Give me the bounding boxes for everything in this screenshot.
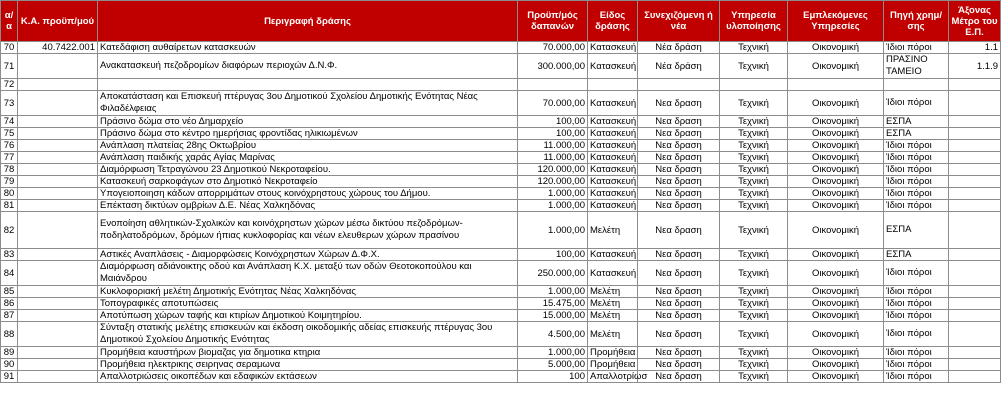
cell-col-ka xyxy=(18,152,98,164)
cell-col-source: ΕΣΠΑ xyxy=(884,212,949,249)
cell-col-service: Τεχνική xyxy=(720,42,788,54)
table-row xyxy=(1,261,1001,286)
cell-col-status: Νεα δραση xyxy=(638,164,720,176)
table-row xyxy=(1,188,1001,200)
cell-col-aa: 87 xyxy=(1,310,18,322)
cell-col-service xyxy=(720,79,788,91)
cell-col-aa: 86 xyxy=(1,298,18,310)
cell-col-axis xyxy=(949,152,1001,164)
table-row xyxy=(1,91,1001,116)
cell-col-type: Προμήθεια xyxy=(588,359,638,371)
cell-col-source: Ίδιοι πόροι xyxy=(884,359,949,371)
cell-col-source: Ίδιοι πόροι xyxy=(884,140,949,152)
cell-col-type: Κατασκευή xyxy=(588,140,638,152)
cell-col-status: Νεα δραση xyxy=(638,116,720,128)
cell-col-ka xyxy=(18,298,98,310)
cell-col-status: Νεα δραση xyxy=(638,347,720,359)
cell-col-aa: 79 xyxy=(1,176,18,188)
cell-col-involved: Οικονομική xyxy=(788,212,884,249)
cell-col-service: Τεχνική xyxy=(720,164,788,176)
cell-col-aa: 78 xyxy=(1,164,18,176)
cell-col-ka xyxy=(18,371,98,383)
cell-col-service: Τεχνική xyxy=(720,310,788,322)
cell-col-type: Κατασκευή xyxy=(588,200,638,212)
cell-col-aa: 70 xyxy=(1,42,18,54)
cell-col-status: Νεα δραση xyxy=(638,140,720,152)
cell-col-aa: 75 xyxy=(1,128,18,140)
cell-col-ka xyxy=(18,286,98,298)
cell-col-aa: 88 xyxy=(1,322,18,347)
cell-col-source: Ίδιοι πόροι xyxy=(884,91,949,116)
cell-col-axis xyxy=(949,200,1001,212)
cell-col-description: Αποκατάσταση και Επισκευή πτέρυγας 3ου Δημοτικού Σχολείου Δημοτικής Ενότητας Νέας Φιλαδέλφειας xyxy=(98,91,518,116)
cell-col-axis xyxy=(949,164,1001,176)
cell-col-ka xyxy=(18,140,98,152)
cell-col-source: Ίδιοι πόροι xyxy=(884,322,949,347)
cell-col-axis xyxy=(949,116,1001,128)
cell-col-budget: 1.000,00 xyxy=(518,200,588,212)
table-row xyxy=(1,176,1001,188)
cell-col-description: Διαμόρφωση Τετραγώνου 23 Δημοτικού Νεκροταφείου. xyxy=(98,164,518,176)
cell-col-involved: Οικονομική xyxy=(788,128,884,140)
cell-col-description: Τοπογραφικές αποτυπώσεις xyxy=(98,298,518,310)
cell-col-description: Προμήθεια καυστήρων βιομαζας για δημοτικα κτηρια xyxy=(98,347,518,359)
cell-col-type: Μελέτη xyxy=(588,286,638,298)
cell-col-description: Κατασκευή σαρκοφάγων στο Δημοτικό Νεκροταφείο xyxy=(98,176,518,188)
cell-col-axis xyxy=(949,79,1001,91)
cell-col-budget: 5.000,00 xyxy=(518,359,588,371)
cell-col-aa: 89 xyxy=(1,347,18,359)
header-col-ka: Κ.Α. προϋπ/μού xyxy=(18,1,98,42)
cell-col-aa: 82 xyxy=(1,212,18,249)
cell-col-budget: 100,00 xyxy=(518,128,588,140)
cell-col-involved: Οικονομική xyxy=(788,249,884,261)
cell-col-status: Νεα δραση xyxy=(638,249,720,261)
cell-col-budget: 250.000,00 xyxy=(518,261,588,286)
cell-col-budget: 1.000,00 xyxy=(518,347,588,359)
cell-col-involved: Οικονομική xyxy=(788,164,884,176)
table-row xyxy=(1,152,1001,164)
header-col-involved: Εμπλεκόμενες Υπηρεσίες xyxy=(788,1,884,42)
table-row xyxy=(1,212,1001,249)
header-col-status: Συνεχιζόμενη ή νέα xyxy=(638,1,720,42)
table-row xyxy=(1,286,1001,298)
cell-col-ka xyxy=(18,79,98,91)
cell-col-description: Αστικές Αναπλάσεις - Διαμορφώσεις Κοινόχρηστων Χώρων Δ.Φ.Χ. xyxy=(98,249,518,261)
table-row xyxy=(1,42,1001,54)
cell-col-type: Κατασκευή xyxy=(588,42,638,54)
cell-col-axis xyxy=(949,359,1001,371)
cell-col-status: Νεα δραση xyxy=(638,176,720,188)
cell-col-description: Αποτύπωση χώρων ταφής και κτιρίων Δημοτικού Κοιμητηρίου. xyxy=(98,310,518,322)
cell-col-involved: Οικονομική xyxy=(788,286,884,298)
cell-col-description: Ανακατασκευή πεζοδρομίων διαφόρων περιοχών Δ.Ν.Φ. xyxy=(98,54,518,79)
cell-col-involved: Οικονομική xyxy=(788,322,884,347)
cell-col-source: Ίδιοι πόροι xyxy=(884,286,949,298)
cell-col-aa: 84 xyxy=(1,261,18,286)
cell-col-involved: Οικονομική xyxy=(788,261,884,286)
cell-col-axis xyxy=(949,261,1001,286)
cell-col-service: Τεχνική xyxy=(720,128,788,140)
cell-col-aa: 74 xyxy=(1,116,18,128)
cell-col-service: Τεχνική xyxy=(720,261,788,286)
cell-col-axis xyxy=(949,140,1001,152)
cell-col-description: Πράσινο δώμα στο κέντρο ημερήσιας φροντίδας ηλικιωμένων xyxy=(98,128,518,140)
cell-col-type: Μελέτη xyxy=(588,310,638,322)
cell-col-budget: 4.500,00 xyxy=(518,322,588,347)
cell-col-involved: Οικονομική xyxy=(788,54,884,79)
cell-col-ka xyxy=(18,322,98,347)
cell-col-status: Νεα δραση xyxy=(638,322,720,347)
table-row xyxy=(1,310,1001,322)
cell-col-type: Μελέτη xyxy=(588,298,638,310)
cell-col-description: Σύνταξη στατικής μελέτης επισκευών και έκδοση οικοδομικής αδείας επισκευής πτέρυγας 3ου Δημοτικού Σχολείου Δημοτικής Ενότητας xyxy=(98,322,518,347)
cell-col-source: Ίδιοι πόροι xyxy=(884,188,949,200)
cell-col-service: Τεχνική xyxy=(720,212,788,249)
cell-col-aa: 80 xyxy=(1,188,18,200)
cell-col-involved: Οικονομική xyxy=(788,42,884,54)
cell-col-type: Κατασκευή xyxy=(588,164,638,176)
cell-col-ka xyxy=(18,200,98,212)
cell-col-source: Ίδιοι πόροι xyxy=(884,310,949,322)
cell-col-service: Τεχνική xyxy=(720,322,788,347)
cell-col-involved: Οικονομική xyxy=(788,91,884,116)
cell-col-budget: 1.000,00 xyxy=(518,212,588,249)
header-col-aa: α/α xyxy=(1,1,18,42)
table-row xyxy=(1,128,1001,140)
cell-col-service: Τεχνική xyxy=(720,140,788,152)
cell-col-status: Νέα δράση xyxy=(638,42,720,54)
cell-col-service: Τεχνική xyxy=(720,188,788,200)
cell-col-type: Κατασκευή xyxy=(588,128,638,140)
table-row xyxy=(1,164,1001,176)
cell-col-ka xyxy=(18,116,98,128)
table-row xyxy=(1,116,1001,128)
cell-col-status: Νεα δραση xyxy=(638,310,720,322)
cell-col-aa: 91 xyxy=(1,371,18,383)
cell-col-axis xyxy=(949,310,1001,322)
cell-col-ka xyxy=(18,261,98,286)
cell-col-budget: 100,00 xyxy=(518,249,588,261)
cell-col-service: Τεχνική xyxy=(720,152,788,164)
cell-col-involved: Οικονομική xyxy=(788,176,884,188)
cell-col-ka xyxy=(18,310,98,322)
cell-col-description: Διαμόρφωση αδιάνοικτης οδού και Ανάπλαση Κ.Χ. μεταξύ των οδών Θεοτοκοπούλου και Μαιάνδρου xyxy=(98,261,518,286)
table-row xyxy=(1,371,1001,383)
cell-col-type: Προμήθεια xyxy=(588,347,638,359)
cell-col-source: Ίδιοι πόροι xyxy=(884,347,949,359)
cell-col-ka xyxy=(18,176,98,188)
cell-col-ka xyxy=(18,359,98,371)
cell-col-budget: 1.000,00 xyxy=(518,188,588,200)
cell-col-source: ΕΣΠΑ xyxy=(884,128,949,140)
cell-col-aa: 77 xyxy=(1,152,18,164)
cell-col-source: Ίδιοι πόροι xyxy=(884,152,949,164)
cell-col-status: Νεα δραση xyxy=(638,91,720,116)
cell-col-type: Κατασκευή xyxy=(588,188,638,200)
cell-col-type: Κατασκευή xyxy=(588,261,638,286)
cell-col-service: Τεχνική xyxy=(720,249,788,261)
cell-col-axis xyxy=(949,176,1001,188)
cell-col-aa: 83 xyxy=(1,249,18,261)
cell-col-axis xyxy=(949,188,1001,200)
cell-col-type: Απαλλοτρίωσ xyxy=(588,371,638,383)
table-row xyxy=(1,140,1001,152)
cell-col-source: ΕΣΠΑ xyxy=(884,116,949,128)
cell-col-source xyxy=(884,79,949,91)
cell-col-status: Νεα δραση xyxy=(638,261,720,286)
cell-col-type: Κατασκευή xyxy=(588,91,638,116)
cell-col-description: Κυκλοφοριακή μελέτη Δημοτικής Ενότητας Νέας Χαλκηδόνας xyxy=(98,286,518,298)
cell-col-service: Τεχνική xyxy=(720,359,788,371)
cell-col-service: Τεχνική xyxy=(720,116,788,128)
header-col-description: Περιγραφή δράσης xyxy=(98,1,518,42)
cell-col-status xyxy=(638,79,720,91)
cell-col-involved: Οικονομική xyxy=(788,116,884,128)
cell-col-ka xyxy=(18,212,98,249)
header-col-source: Πηγή χρημ/σης xyxy=(884,1,949,42)
cell-col-involved: Οικονομική xyxy=(788,200,884,212)
cell-col-aa: 85 xyxy=(1,286,18,298)
cell-col-source: Ίδιοι πόροι xyxy=(884,371,949,383)
cell-col-service: Τεχνική xyxy=(720,286,788,298)
cell-col-budget: 100 xyxy=(518,371,588,383)
cell-col-source: Ίδιοι πόροι xyxy=(884,298,949,310)
cell-col-status: Νεα δραση xyxy=(638,371,720,383)
cell-col-type xyxy=(588,79,638,91)
cell-col-description: Ενοποίηση αθλητικών-Σχολικών και κοινόχρηστων χώρων μέσω δικτύου πεζοδρόμων-ποδηλατοδρόμων, δρόμων ήπιας κυκλοφορίας και νέων ελευθερων χώρων πρασίνου xyxy=(98,212,518,249)
cell-col-source: Ίδιοι πόροι xyxy=(884,176,949,188)
cell-col-status: Νεα δραση xyxy=(638,152,720,164)
cell-col-description: Πράσινο δώμα στο νέο Δημαρχείο xyxy=(98,116,518,128)
cell-col-source: Ίδιοι πόροι xyxy=(884,261,949,286)
cell-col-aa: 73 xyxy=(1,91,18,116)
table-row xyxy=(1,54,1001,79)
cell-col-axis xyxy=(949,91,1001,116)
cell-col-budget: 70.000,00 xyxy=(518,91,588,116)
cell-col-involved: Οικονομική xyxy=(788,188,884,200)
cell-col-service: Τεχνική xyxy=(720,298,788,310)
cell-col-type: Μελέτη xyxy=(588,212,638,249)
cell-col-involved: Οικονομική xyxy=(788,347,884,359)
cell-col-aa: 81 xyxy=(1,200,18,212)
table-row xyxy=(1,359,1001,371)
cell-col-status: Νεα δραση xyxy=(638,286,720,298)
cell-col-budget: 15.000,00 xyxy=(518,310,588,322)
cell-col-axis xyxy=(949,212,1001,249)
cell-col-description: Κατεδάφιση αυθαίρετων κατασκευών xyxy=(98,42,518,54)
cell-col-involved: Οικονομική xyxy=(788,371,884,383)
header-col-service: Υπηρεσία υλοποίησης xyxy=(720,1,788,42)
cell-col-involved: Οικονομική xyxy=(788,359,884,371)
cell-col-description: Προμήθεια ηλεκτρικης σειρηνας σεραμωνα xyxy=(98,359,518,371)
cell-col-ka xyxy=(18,128,98,140)
cell-col-axis: 1.1 xyxy=(949,42,1001,54)
cell-col-involved: Οικονομική xyxy=(788,140,884,152)
cell-col-description: Υπογειοποιηση κάδων απορριμάτων στους κοινόχρηστους χώρους του Δήμου. xyxy=(98,188,518,200)
header-col-type: Είδος δράσης xyxy=(588,1,638,42)
cell-col-aa: 90 xyxy=(1,359,18,371)
cell-col-type: Μελέτη xyxy=(588,322,638,347)
table-body xyxy=(1,42,1001,383)
cell-col-axis xyxy=(949,371,1001,383)
cell-col-description: Ανάπλαση παιδικής χαράς Αγίας Μαρίνας xyxy=(98,152,518,164)
header-col-budget: Προϋπ/μός δαπανών xyxy=(518,1,588,42)
cell-col-ka xyxy=(18,347,98,359)
cell-col-involved: Οικονομική xyxy=(788,310,884,322)
cell-col-status: Νεα δραση xyxy=(638,359,720,371)
cell-col-type: Κατασκευή xyxy=(588,54,638,79)
cell-col-ka xyxy=(18,54,98,79)
cell-col-status: Νεα δραση xyxy=(638,298,720,310)
cell-col-axis xyxy=(949,347,1001,359)
cell-col-status: Νεα δραση xyxy=(638,128,720,140)
table-row xyxy=(1,249,1001,261)
cell-col-description: Επέκταση δικτύων ομβρίων Δ.Ε. Νέας Χαλκηδόνας xyxy=(98,200,518,212)
cell-col-axis xyxy=(949,286,1001,298)
cell-col-axis xyxy=(949,128,1001,140)
cell-col-ka xyxy=(18,164,98,176)
cell-col-budget: 120.000,00 xyxy=(518,176,588,188)
cell-col-involved: Οικονομική xyxy=(788,152,884,164)
cell-col-aa: 76 xyxy=(1,140,18,152)
cell-col-source: ΕΣΠΑ xyxy=(884,249,949,261)
cell-col-ka xyxy=(18,188,98,200)
cell-col-description: Απαλλοτριώσεις οικοπέδων και εδαφικών εκτάσεων xyxy=(98,371,518,383)
cell-col-service: Τεχνική xyxy=(720,200,788,212)
cell-col-type: Κατασκευή xyxy=(588,116,638,128)
cell-col-budget: 70.000,00 xyxy=(518,42,588,54)
cell-col-source: ΠΡΑΣΙΝΟ ΤΑΜΕΙΟ xyxy=(884,54,949,79)
cell-col-type: Κατασκευή xyxy=(588,176,638,188)
cell-col-budget: 11.000,00 xyxy=(518,140,588,152)
cell-col-description xyxy=(98,79,518,91)
cell-col-budget: 11.000,00 xyxy=(518,152,588,164)
cell-col-budget: 100,00 xyxy=(518,116,588,128)
cell-col-ka xyxy=(18,249,98,261)
header-row xyxy=(1,1,1001,42)
cell-col-ka: 40.7422.001 xyxy=(18,42,98,54)
cell-col-involved: Οικονομική xyxy=(788,298,884,310)
cell-col-axis xyxy=(949,322,1001,347)
cell-col-description: Ανάπλαση πλατείας 28ης Οκτωβρίου xyxy=(98,140,518,152)
cell-col-budget: 1.000,00 xyxy=(518,286,588,298)
cell-col-aa: 72 xyxy=(1,79,18,91)
table-row xyxy=(1,79,1001,91)
cell-col-status: Νεα δραση xyxy=(638,212,720,249)
cell-col-type: Κατασκευή xyxy=(588,249,638,261)
cell-col-ka xyxy=(18,91,98,116)
table-row xyxy=(1,322,1001,347)
table-row xyxy=(1,200,1001,212)
cell-col-source: Ίδιοι πόροι xyxy=(884,42,949,54)
cell-col-service: Τεχνική xyxy=(720,54,788,79)
cell-col-service: Τεχνική xyxy=(720,176,788,188)
cell-col-status: Νέα δράση xyxy=(638,54,720,79)
cell-col-service: Τεχνική xyxy=(720,347,788,359)
cell-col-type: Κατασκευή xyxy=(588,152,638,164)
cell-col-budget: 300.000,00 xyxy=(518,54,588,79)
cell-col-axis: 1.1.9 xyxy=(949,54,1001,79)
cell-col-source: Ίδιοι πόροι xyxy=(884,164,949,176)
cell-col-budget xyxy=(518,79,588,91)
cell-col-budget: 120.000,00 xyxy=(518,164,588,176)
cell-col-service: Τεχνική xyxy=(720,91,788,116)
cell-col-status: Νεα δραση xyxy=(638,188,720,200)
cell-col-axis xyxy=(949,249,1001,261)
cell-col-aa: 71 xyxy=(1,54,18,79)
cell-col-source: Ίδιοι πόροι xyxy=(884,200,949,212)
cell-col-budget: 15.475,00 xyxy=(518,298,588,310)
table-row xyxy=(1,298,1001,310)
table-row xyxy=(1,347,1001,359)
cell-col-involved xyxy=(788,79,884,91)
cell-col-axis xyxy=(949,298,1001,310)
header-col-axis: Άξονας Μέτρο του Ε.Π. xyxy=(949,1,1001,42)
cell-col-status: Νεα δραση xyxy=(638,200,720,212)
cell-col-service: Τεχνική xyxy=(720,371,788,383)
